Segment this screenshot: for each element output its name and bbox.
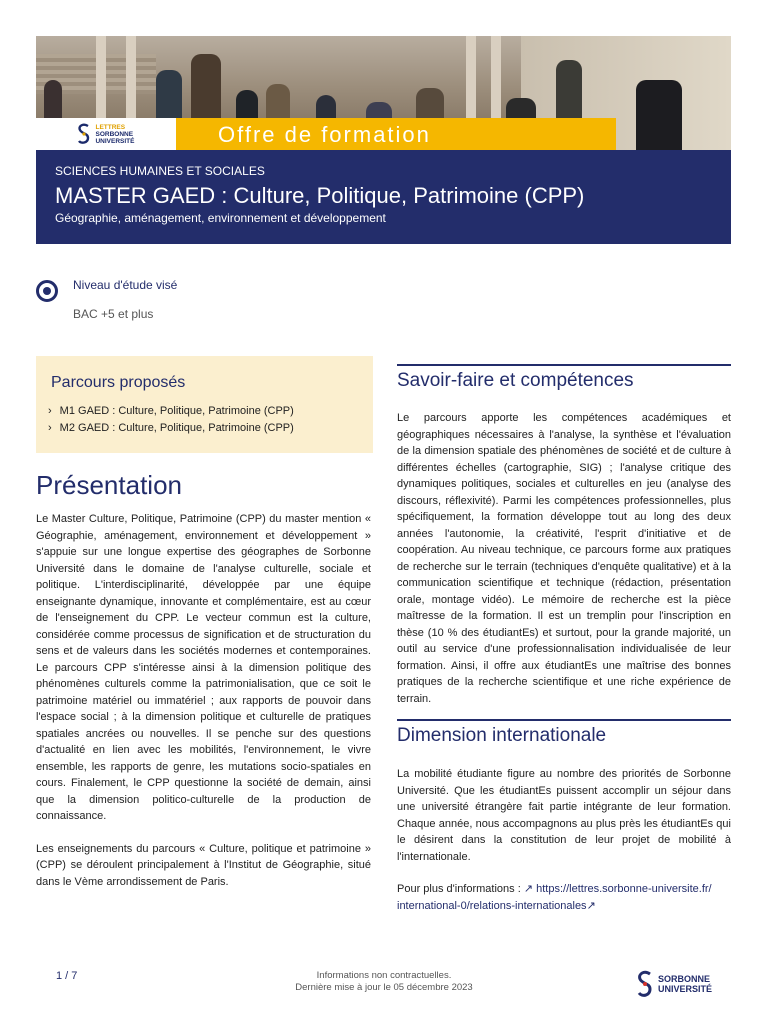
footer-logo-line2: UNIVERSITÉ [658, 984, 713, 994]
international-link-part1[interactable]: https://lettres.sorbonne-universite.fr/ [536, 883, 712, 895]
international-title: Dimension internationale [397, 725, 607, 746]
parcours-box [36, 356, 373, 453]
niveau-label: Niveau d'étude visé [73, 278, 178, 292]
logo-line-1: LETTRES [95, 123, 126, 131]
more-info-label: Pour plus d'informations : [397, 883, 521, 895]
external-link-icon: ↗ [586, 899, 596, 912]
lettres-sorbonne-logo [36, 118, 176, 150]
presentation-paragraph: Le Master Culture, Politique, Patrimoine (CPP) du master mention « Géographie, aménagement, environnement et développement » s'appuie sur une longue expertise des géographes de Sorbonne Université dans le domaine de l'analyse culturelle, sociale et politique. L'interdisciplinarité, développée par une équipe enseignante dynamique, innovante et complémentaire, est au cœur de l'enseignement du CPP. Le vecteur commun est la culture, considérée comme processus de signification et de structuration du sens et de valeurs dans les sociétés modernes et contemporaines. Le parcours CPP s'intéresse ainsi à la dimension politique des phénomènes culturels comme la patrimonialisation, que ce soit le patrimoine matériel ou immatériel ; aux rapports de pouvoir dans l'espace social ; à la dimension politique et culturelle de pratiques spatiales ancrées ou nouvelles. Il se penche sur des questions d'actualité en lien avec les mobilités, l'environnement, le vivre ensemble, les rapports de genre, les mutations socio-spatiales en cours. Finalement, le CPP questionne la société de demain, ainsi que la dimension politico-culturelle de la production de connaissance. [36, 513, 371, 822]
sorbonne-footer-logo [637, 970, 712, 998]
savoir-faire-title: Savoir-faire et compétences [397, 370, 634, 391]
presentation-body [36, 511, 371, 906]
parcours-title: Parcours proposés [51, 374, 186, 391]
section-divider [397, 719, 731, 721]
savoir-faire-body [397, 410, 731, 707]
international-paragraph: La mobilité étudiante figure au nombre des priorités de Sorbonne Université. Que les étudiantEs puissent accomplir un séjour dans une université étrangère fait partie intégrante de leur formation. Chaque année, nous accompagnons au plus près les étudiantEs qui le désirent dans la constitution de leur projet de mobilité à l'internationale. [397, 768, 731, 863]
international-body [397, 766, 731, 914]
savoir-faire-paragraph: Le parcours apporte les compétences académiques et géographiques nécessaires à l'analyse, la synthèse et l'évaluation de la dimension spatiale des phénomènes de société et de culture à différentes échelles (cartographie, SIG) ; l'analyse critique des dynamiques politiques, sociales et culturelles en jeu (analyse des discours, réflexivité). Parmi les compétences professionnelles, plus spécifiquement, la formation développe tout au long des deux années l'autonomie, la créativité, l'esprit d'initiative et de coopération. Au niveau technique, ce parcours forme aux pratiques de recherche sur le terrain (techniques d'enquête qualitative) et à la communication scientifique et technique (rédaction, présentation orale, montage vidéo). Le mémoire de recherche est la pièce maîtresse de la formation. Il est un tremplin pour l'inscription en thèse (10 % des étudiantEs) et surtout, pour la grande majorité, un outil au service d'une professionnalisation individualisée de leur formation. Ainsi, il offre aux étudiantEs une maîtrise des bonnes pratiques de la recherche scientifique et une riche expérience de terrain. [397, 412, 731, 705]
parcours-item[interactable]: › M1 GAED : Culture, Politique, Patrimoine (CPP) [48, 403, 294, 420]
sorbonne-logo-icon [77, 123, 91, 145]
external-link-icon: ↗ [523, 883, 534, 895]
international-link-part2[interactable]: international-0/relations-internationales [397, 899, 587, 912]
program-header [36, 150, 731, 244]
program-subtitle: Géographie, aménagement, environnement et développement [55, 211, 386, 225]
footer-note [234, 970, 534, 994]
target-icon [36, 280, 58, 302]
offre-banner-title: Offre de formation [218, 122, 431, 147]
footer-logo-line1: SORBONNE [658, 974, 711, 984]
program-title: MASTER GAED : Culture, Politique, Patrimoine (CPP) [55, 183, 585, 208]
logo-line-3: UNIVERSITÉ [95, 137, 135, 145]
presentation-title: Présentation [36, 470, 182, 500]
footer-note-line2: Dernière mise à jour le 05 décembre 2023 [295, 982, 473, 993]
sorbonne-logo-icon [637, 970, 653, 998]
presentation-paragraph: Les enseignements du parcours « Culture, politique et patrimoine » (CPP) se déroulent principalement à l'Institut de Géographie, situé dans le Vème arrondissement de Paris. [36, 842, 371, 888]
international-more [397, 881, 731, 914]
page-number: 1 / 7 [56, 970, 78, 982]
chevron-right-icon: › [48, 422, 52, 434]
logo-line-2: SORBONNE [95, 130, 134, 138]
offre-banner [176, 118, 616, 150]
niveau-value: BAC +5 et plus [73, 307, 154, 321]
program-category: SCIENCES HUMAINES ET SOCIALES [55, 164, 265, 178]
footer-note-line1: Informations non contractuelles. [316, 970, 452, 981]
chevron-right-icon: › [48, 405, 52, 417]
parcours-item[interactable]: › M2 GAED : Culture, Politique, Patrimoine (CPP) [48, 420, 294, 437]
section-divider [397, 364, 731, 366]
